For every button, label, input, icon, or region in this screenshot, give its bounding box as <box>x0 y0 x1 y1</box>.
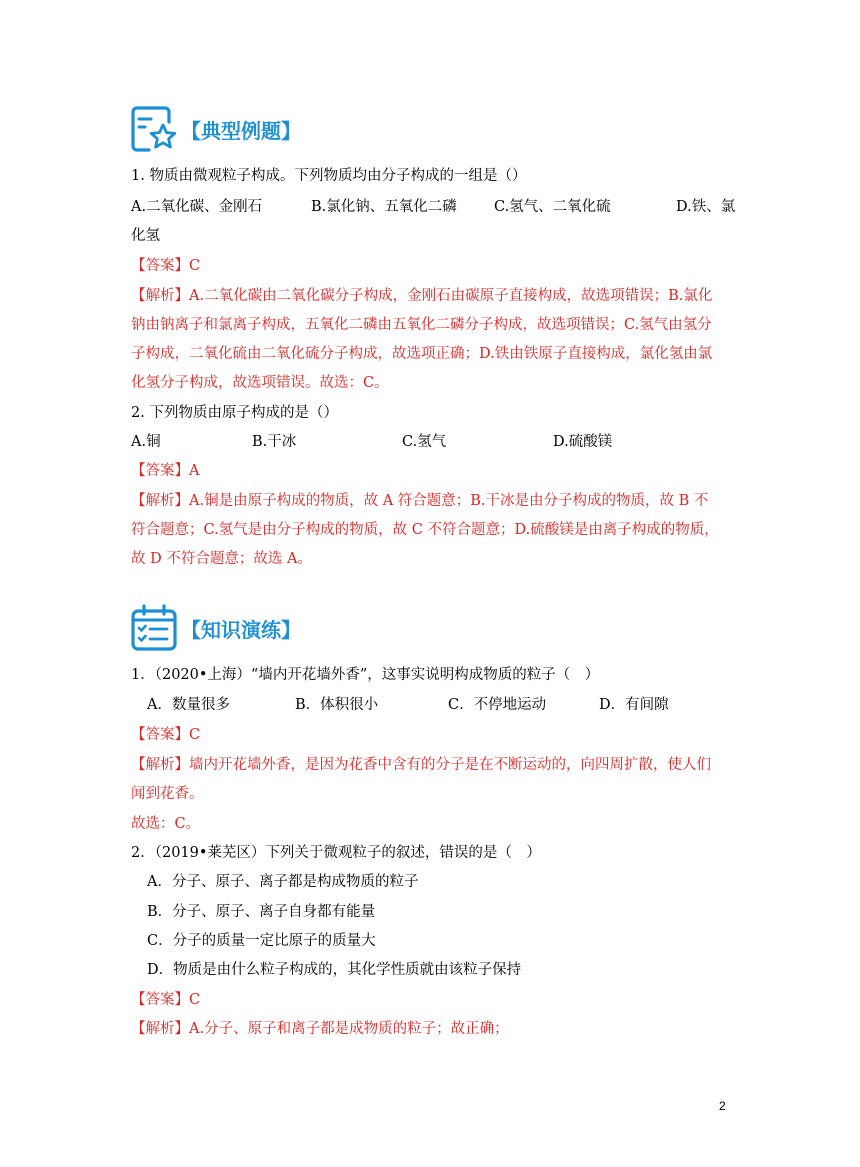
answer-label: 【答案】C <box>131 258 201 274</box>
option-b: B.干冰 <box>252 434 297 450</box>
question-stem: 2．（2019•莱芜区）下列关于微观粒子的叙述，错误的是（ ） <box>131 845 541 861</box>
section-header-typical-examples <box>129 104 301 154</box>
option-c: C．不停地运动 <box>448 697 547 713</box>
option-a: A．分子、原子、离子都是构成物质的粒子 <box>147 874 419 890</box>
analysis-line: 【解析】A.二氧化碳由二氧化碳分子构成，金刚石由碳原子直接构成，故选项错误；B.氯化 <box>131 288 713 304</box>
answer-label: 【答案】C <box>131 727 201 743</box>
analysis-line: 符合题意；C.氢气是由分子构成的物质，故 C 不符合题意；D.硫酸镁是由离子构成的物质， <box>131 522 719 538</box>
option-d: D．有间隙 <box>599 697 669 713</box>
question-stem: 2. 下列物质由原子构成的是（） <box>131 405 338 421</box>
answer-label: 【答案】C <box>131 992 201 1008</box>
option-d: D.铁、氯 <box>676 199 736 215</box>
analysis-line: 子构成，二氧化硫由二氧化硫分子构成，故选项正确；D.铁由铁原子直接构成，氯化氢由氯 <box>131 346 713 362</box>
question-options <box>131 197 736 217</box>
analysis-line: 钠由钠离子和氯离子构成，五氧化二磷由五氧化二磷分子构成，故选项错误；C.氢气由氢分 <box>131 317 712 333</box>
option-c: C.氢气、二氧化硫 <box>494 199 611 215</box>
analysis-line: 故选：C。 <box>131 816 201 832</box>
question-stem: 1．（2020•上海）“墙内开花墙外香”，这事实说明构成物质的粒子（ ） <box>131 667 600 683</box>
option-a: A．数量很多 <box>147 697 230 713</box>
page-number: 2 <box>719 1099 726 1113</box>
analysis-line: 故 D 不符合题意；故选 A。 <box>131 551 312 567</box>
section-header-knowledge-practice <box>129 603 301 653</box>
option-b: B．分子、原子、离子自身都有能量 <box>147 904 376 920</box>
question-options <box>131 432 731 452</box>
option-a: A.铜 <box>131 434 161 450</box>
analysis-line: 闻到花香。 <box>131 786 204 802</box>
checklist-calendar-icon <box>129 603 179 653</box>
analysis-line: 【解析】A.铜是由原子构成的物质，故 A 符合题意；B.干冰是由分子构成的物质，故 B 不 <box>131 493 709 509</box>
star-document-icon <box>129 104 179 154</box>
section-title: 【典型例题】 <box>181 118 301 143</box>
question-options <box>131 695 731 715</box>
option-a: A.二氧化碳、金刚石 <box>131 199 263 215</box>
analysis-line: 化氢分子构成，故选项错误。故选：C。 <box>131 375 389 391</box>
option-b: B.氯化钠、五氧化二磷 <box>311 199 457 215</box>
option-c: C.氢气 <box>402 434 447 450</box>
analysis-line: 【解析】墙内开花墙外香，是因为花香中含有的分子是在不断运动的，向四周扩散，使人们 <box>131 757 711 773</box>
option-c: C．分子的质量一定比原子的质量大 <box>147 933 376 949</box>
option-b: B．体积很小 <box>295 697 379 713</box>
option-d: D．物质是由什么粒子构成的，其化学性质就由该粒子保持 <box>147 962 522 978</box>
analysis-line: 【解析】A.分子、原子和离子都是成物质的粒子；故正确； <box>131 1021 509 1037</box>
question-stem: 1. 物质由微观粒子构成。下列物质均由分子构成的一组是（） <box>131 168 527 184</box>
option-d: D.硫酸镁 <box>553 434 613 450</box>
section-title: 【知识演练】 <box>181 617 301 642</box>
option-wrap-text: 化氢 <box>131 228 160 244</box>
answer-label: 【答案】A <box>131 463 200 479</box>
